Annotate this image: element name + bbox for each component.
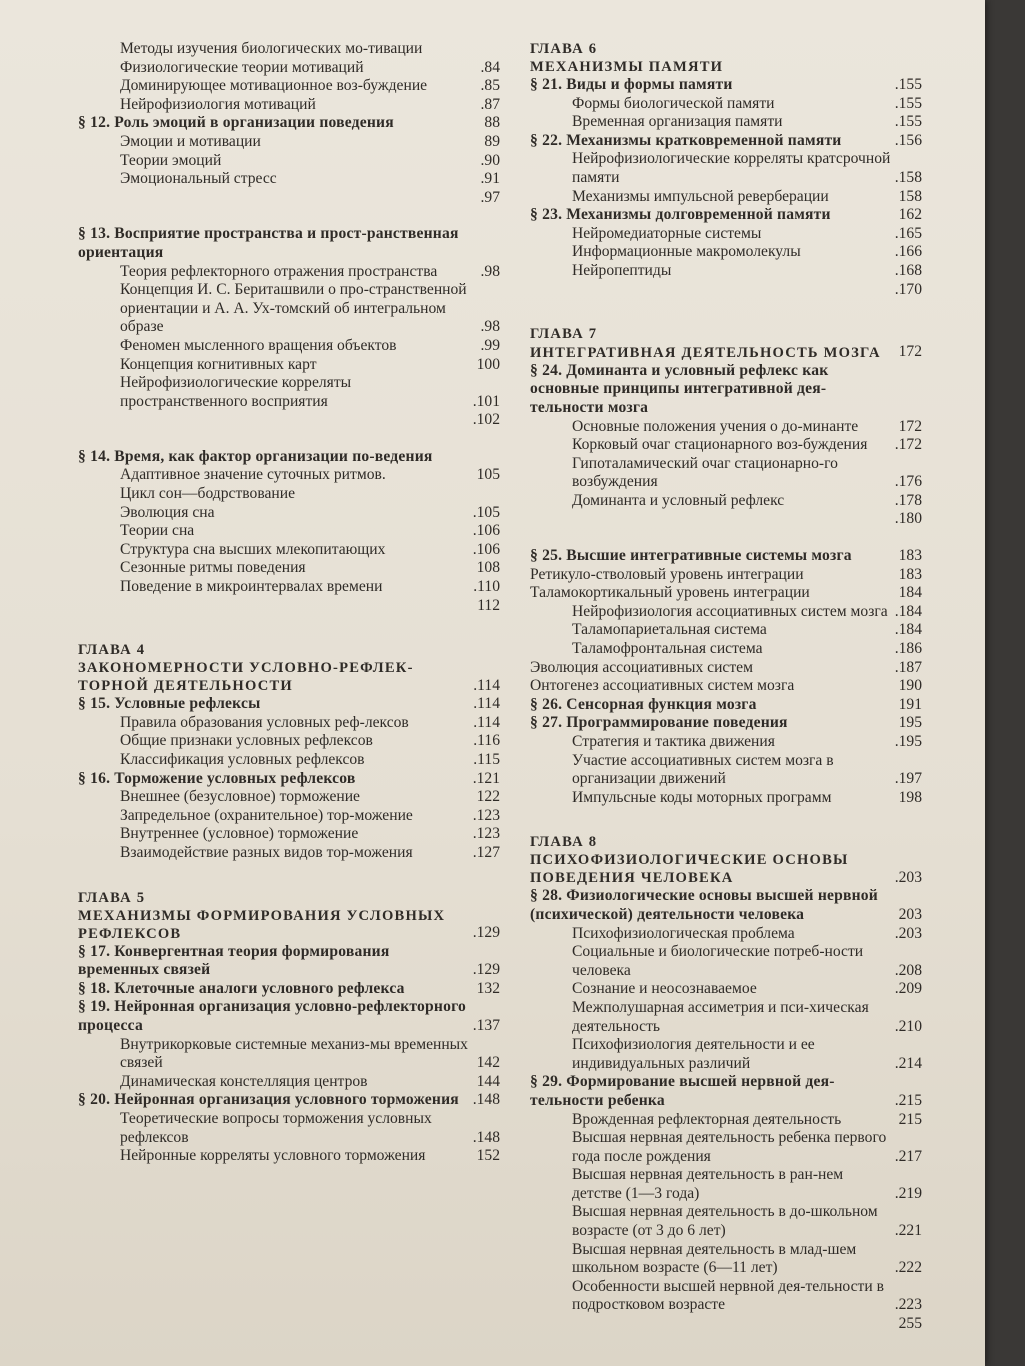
toc-entry-title: Таламофронтальная система [572,640,763,658]
toc-entry [78,356,500,375]
toc-section-entry [78,980,500,999]
toc-page-number: .129 [472,961,500,979]
toc-entry-title: Физиологические теории мотиваций [120,58,364,76]
toc-entry [78,504,500,523]
toc-entry [78,170,500,189]
toc-entry-title: Классификация условных рефлексов [120,751,365,768]
toc-entry-title: Поведение в микроинтервалах времени [120,578,383,596]
toc-page-number: 172 [898,417,922,435]
toc-entry [78,807,500,826]
toc-entry [78,263,500,282]
toc-page-number: .187 [894,658,922,676]
toc-entry [78,559,500,578]
toc-entry-title: Эволюция ассоциативных систем [530,658,753,676]
toc-page-number: .155 [894,113,922,131]
toc-entry-title: § 15. Условные рефлексы [78,695,261,713]
toc-entry-title: Сознание и неосознаваемое [572,980,757,998]
toc-left-column [78,40,500,1166]
toc-entry-title: ГЛАВА 7 [530,326,598,343]
toc-page-number: .98 [480,318,500,336]
toc-section-entry [78,1091,500,1110]
toc-chapter-heading [530,40,922,58]
toc-section-entry [78,114,500,133]
toc-page-number: .172 [894,436,922,454]
toc-section-entry [78,448,500,467]
toc-page-number: .215 [894,1091,922,1109]
toc-entry-title: ИНТЕГРАТИВНАЯ ДЕЯТЕЛЬНОСТЬ МОЗГА [530,344,881,361]
toc-entry-title: § 29. Формирование высшей нервной дея-тельности ребенка [530,1073,835,1109]
toc-page-number: 203 [898,905,922,923]
toc-chapter-heading [78,641,500,659]
toc-entry-title: ГЛАВА 4 [78,642,146,659]
toc-section-entry [530,1073,922,1110]
toc-entry-title: Цикл сон—бодрствование [120,485,296,503]
toc-entry [530,1166,922,1203]
toc-page-number: 191 [898,695,922,713]
toc-section-entry [78,770,500,789]
toc-entry [78,485,500,504]
toc-chapter-heading [530,58,922,76]
toc-section-entry [530,887,922,924]
toc-entry-title: ГЛАВА 6 [530,41,598,57]
toc-page-number: .214 [894,1054,922,1072]
toc-entry-title: § 28. Физиологические основы высшей нервной (психической) деятельности человека [530,887,878,923]
toc-entry [530,659,922,678]
toc-entry-title: Механизмы импульсной реверберации [572,187,829,205]
toc-page-number: 162 [898,206,922,224]
toc-entry [530,621,922,640]
toc-page-number: 183 [898,565,922,583]
toc-entry-title: Психофизиология деятельности и ее индивидуальных различий [572,1036,815,1072]
toc-entry [530,999,922,1036]
toc-entry-title: Взаимодействие разных видов тор-можения [120,843,413,861]
toc-entry [78,825,500,844]
toc-entry [530,980,922,999]
section-spacer [78,430,500,448]
toc-entry [530,677,922,696]
toc-entry [78,466,500,485]
toc-entry [530,566,922,585]
toc-entry [530,281,922,300]
toc-page-number: .156 [894,131,922,149]
toc-chapter-heading [530,833,922,851]
toc-chapter-heading [530,851,922,887]
toc-page-number: .91 [480,170,500,188]
toc-page-number: .129 [472,923,500,941]
toc-entry-title: ГЛАВА 5 [78,889,146,906]
toc-entry-title: Высшая нервная деятельность ребенка первого года после рождения [572,1129,887,1165]
toc-entry-title: Высшая нервная деятельность в млад-шем школьном возрасте (6—11 лет) [572,1240,857,1277]
toc-page-number: .121 [472,769,500,787]
toc-entry-title: Сезонные ритмы поведения [120,559,306,577]
toc-entry [78,96,500,115]
toc-entry-title: МЕХАНИЗМЫ ФОРМИРОВАНИЯ УСЛОВНЫХ РЕФЛЕКСОВ [78,907,446,942]
toc-page-number: 195 [898,714,922,732]
chapter-spacer [78,615,500,641]
toc-section-entry [78,225,500,262]
toc-entry-title: Психофизиологическая проблема [572,924,795,942]
toc-entry-title: Таламопариетальная система [572,621,767,639]
toc-page-number: .84 [480,58,500,76]
toc-entry-title: МЕХАНИЗМЫ ПАМЯТИ [530,59,724,75]
toc-entry [530,418,922,437]
toc-entry [78,1073,500,1092]
toc-entry-title: Особенности высшей нервной дея-тельности в подростковом возрасте [572,1277,884,1314]
toc-page-number: .197 [894,770,922,788]
toc-entry-title: Высшая нервная деятельность в до-школьном возрасте (от 3 до 6 лет) [572,1203,878,1240]
toc-entry [78,714,500,733]
toc-entry-title: Информационные макромолекулы [572,243,801,261]
toc-entry-title: Феномен мысленного вращения объектов [120,336,397,354]
toc-entry [530,584,922,603]
toc-page-number: 184 [898,584,922,602]
toc-page-number: 198 [898,788,922,806]
toc-page-number: .203 [894,924,922,942]
toc-section-entry [530,76,922,95]
toc-entry [530,492,922,511]
toc-page-number: 215 [898,1110,922,1128]
toc-page-number: 112 [477,596,500,614]
toc-entry [530,188,922,207]
toc-page-number: .116 [473,732,500,750]
toc-entry-title: Теории сна [120,522,195,540]
chapter-spacer [78,863,500,889]
toc-chapter-heading [78,907,500,943]
toc-entry [78,77,500,96]
toc-page-number: .217 [894,1147,922,1165]
toc-entry [78,751,500,770]
toc-entry-title: § 22. Механизмы кратковременной памяти [530,131,842,149]
toc-page-number: .210 [894,1017,922,1035]
toc-page-number: .170 [894,280,922,298]
toc-page-number: 108 [476,559,500,577]
toc-page-number: .203 [894,868,922,886]
toc-entry [530,603,922,622]
toc-page-number: .208 [894,961,922,979]
toc-entry [78,578,500,597]
toc-page-number: 122 [476,788,500,806]
toc-entry [530,1241,922,1278]
toc-page-number: 144 [476,1072,500,1090]
toc-entry [78,541,500,560]
toc-page-number: .195 [894,733,922,750]
toc-page-number: .184 [894,621,922,639]
toc-entry [530,95,922,114]
toc-page-number: .85 [480,77,500,95]
toc-entry [530,1036,922,1073]
toc-page-number: .115 [473,751,500,768]
toc-page-number: .209 [894,980,922,998]
toc-entry-title: Социальные и биологические потреб-ности человека [572,943,864,979]
toc-entry [530,1111,922,1130]
toc-page-number: .110 [473,578,500,596]
toc-entry-title: Нейронные корреляты условного торможения [120,1147,426,1165]
toc-page-number: 132 [476,979,500,997]
toc-entry [78,133,500,152]
toc-entry-title: § 19. Нейронная организация условно-рефлекторного процесса [78,998,467,1034]
toc-section-entry [530,206,922,225]
toc-page-number: .221 [894,1222,922,1240]
toc-entry [78,189,500,208]
toc-entry [530,752,922,789]
toc-entry-title: Гипоталамический очаг стационарно-го возбуждения [572,454,838,491]
toc-entry-title: Онтогенез ассоциативных систем мозга [530,677,795,695]
toc-entry [78,152,500,171]
toc-entry-title: Временная организация памяти [572,113,783,131]
toc-entry-title: § 27. Программирование поведения [530,714,788,732]
toc-page-number: .219 [894,1184,922,1202]
toc-entry-title: Корковый очаг стационарного воз-буждения [572,436,868,454]
toc-entry-title: Динамическая констелляция центров [120,1072,368,1090]
toc-page-number: 88 [484,114,500,132]
toc-chapter-heading [530,325,922,343]
toc-entry [530,262,922,281]
toc-entry-title: Адаптивное значение суточных ритмов. [120,466,386,484]
toc-page-number: 152 [476,1147,500,1165]
toc-entry-title: Эволюция сна [120,503,215,521]
toc-page-number: 158 [898,187,922,205]
toc-page-number: .97 [480,188,500,206]
toc-section-entry [78,998,500,1035]
toc-entry [78,597,500,616]
toc-section-entry [530,132,922,151]
toc-entry-title: Врожденная рефлекторная деятельность [572,1110,842,1128]
toc-entry [78,522,500,541]
toc-entry [530,1129,922,1166]
toc-entry-title: Доминанта и условный рефлекс [572,491,785,509]
toc-entry [78,844,500,863]
toc-page-number: .166 [894,243,922,261]
toc-entry-title: Внутреннее (условное) торможение [120,825,359,843]
toc-entry-title: § 17. Конвергентная теория формирования временных связей [78,942,390,979]
toc-page-number: .123 [472,825,500,843]
toc-page-number: 142 [476,1054,500,1072]
toc-entry-title: Запредельное (охранительное) тор-можение [120,806,413,824]
toc-chapter-heading [530,343,922,362]
toc-entry-title: § 25. Высшие интегративные системы мозга [530,547,852,565]
toc-page-number: .114 [473,676,500,694]
toc-entry [78,374,500,411]
toc-entry-title: Методы изучения биологических мо-тивации [120,40,423,57]
toc-entry-title: Нейромедиаторные системы [572,224,762,242]
toc-page-number: .127 [472,843,500,861]
toc-page-number: .148 [472,1128,500,1146]
toc-page-number: .223 [894,1296,922,1314]
toc-page-number: 255 [898,1315,922,1333]
toc-page-number: .99 [480,336,500,354]
toc-entry-title: Нейропептиды [572,261,672,279]
toc-page-number: 172 [898,343,922,361]
toc-entry-title: Нейрофизиология мотиваций [120,95,316,113]
toc-page-number: .155 [894,94,922,112]
toc-entry-title: Высшая нервная деятельность в ран-нем детстве (1—3 года) [572,1166,844,1202]
toc-entry-title: Ретикуло-стволовый уровень интеграции [530,565,804,583]
toc-entry [530,150,922,187]
toc-entry-title: Внешнее (безусловное) торможение [120,788,360,806]
toc-page-number: .87 [480,95,500,113]
toc-entry-title: Доминирующее мотивационное воз-буждение [120,77,428,95]
toc-page-number: .105 [472,503,500,521]
toc-page-number: 105 [476,466,500,484]
toc-page-number: .102 [472,411,500,429]
toc-entry-title: Концепция когнитивных карт [120,355,317,373]
toc-entry [78,337,500,356]
toc-entry [530,436,922,455]
toc-entry [530,113,922,132]
toc-entry-title: Теории эмоций [120,151,222,169]
toc-entry [530,1203,922,1240]
toc-entry-title: Эмоциональный стресс [120,170,277,188]
toc-entry-title: Стратегия и тактика движения [572,733,775,750]
toc-entry-title: Эмоции и мотивации [120,132,261,150]
toc-entry-title: Межполушарная ассиметрия и пси-хическая деятельность [572,998,869,1035]
toc-entry [78,1147,500,1166]
toc-page-number: 89 [484,132,500,150]
toc-entry-title: Нейрофизиология ассоциативных систем мозга [572,602,888,620]
toc-page-number: .222 [894,1259,922,1277]
toc-page-number: .114 [473,713,500,731]
toc-entry [530,1315,922,1334]
toc-entry-title: Формы биологической памяти [572,94,775,112]
toc-page-number: .176 [894,473,922,491]
toc-entry-title: Участие ассоциативных систем мозга в организации движений [572,751,834,788]
toc-entry [78,1036,500,1073]
section-spacer [78,207,500,225]
toc-page-number: 100 [476,355,500,373]
toc-page-number: .106 [472,540,500,558]
toc-entry [530,510,922,529]
toc-entry-title: Теоретические вопросы торможения условных рефлексов [120,1109,432,1146]
toc-entry-title: § 21. Виды и формы памяти [530,76,733,93]
toc-entry-title: § 14. Время, как фактор организации по-ведения [78,447,433,465]
toc-page-number: .168 [894,261,922,279]
toc-section-entry [530,547,922,566]
toc-page-number: .148 [472,1091,500,1109]
toc-entry [78,732,500,751]
toc-page-number: .106 [472,522,500,540]
toc-right-column [530,40,922,1334]
toc-page-number: 190 [898,677,922,695]
toc-section-entry [530,362,922,418]
toc-entry-title: Нейрофизиологические корреляты пространственного восприятия [120,374,352,410]
toc-entry-title: § 24. Доминанта и условный рефлекс как основные принципы интегративной дея-тельности мозга [530,361,829,416]
toc-section-entry [530,714,922,733]
toc-entry [530,1278,922,1315]
toc-entry-title: Основные положения учения о до-минанте [572,417,859,435]
toc-chapter-heading [78,889,500,907]
toc-entry-title: § 26. Сенсорная функция мозга [530,695,757,713]
toc-entry-title: Структура сна высших млекопитающих [120,540,386,558]
toc-page-number: .178 [894,491,922,509]
toc-page-number: .101 [472,392,500,410]
toc-page-number: .184 [894,602,922,620]
toc-entry-title: § 12. Роль эмоций в организации поведения [78,114,394,132]
toc-page-number: .165 [894,224,922,242]
toc-entry-title: ЗАКОНОМЕРНОСТИ УСЛОВНО-РЕФЛЕК-ТОРНОЙ ДЕЯТЕЛЬНОСТИ [78,660,414,695]
toc-entry-title: ГЛАВА 8 [530,834,598,851]
toc-page-number: .180 [894,510,922,528]
toc-page-number: .114 [473,695,500,713]
toc-entry [78,1110,500,1147]
toc-entry-title: Импульсные коды моторных программ [572,788,832,806]
section-spacer [530,529,922,547]
toc-page-number: .137 [472,1016,500,1034]
toc-page-number: 183 [898,547,922,565]
toc-entry [78,411,500,430]
toc-section-entry [530,696,922,715]
toc-page-number: .186 [894,640,922,658]
toc-entry [530,640,922,659]
toc-entry [530,455,922,492]
toc-entry-title: Нейрофизиологические корреляты кратсрочной памяти [572,150,891,186]
toc-page-number: .90 [480,151,500,169]
toc-entry [530,733,922,752]
toc-entry-title: § 23. Механизмы долговременной памяти [530,206,831,224]
toc-entry-title: Концепция И. С. Бериташвили о про-странственной ориентации и А. А. Ух-томский об интегральном образе [120,281,467,336]
toc-entry-title: § 20. Нейронная организация условного торможения [78,1091,459,1109]
chapter-spacer [530,807,922,833]
toc-entry [530,789,922,808]
toc-entry [530,225,922,244]
toc-entry [530,925,922,944]
chapter-spacer [530,299,922,325]
toc-entry [78,281,500,337]
toc-entry-title: § 13. Восприятие пространства и прост-ранственная ориентация [78,225,459,261]
toc-page-number: .155 [894,76,922,93]
toc-page-number: .123 [472,806,500,824]
toc-entry-title: § 18. Клеточные аналоги условного рефлекса [78,979,405,997]
toc-entry [78,59,500,78]
toc-entry [530,243,922,262]
toc-chapter-heading [78,659,500,695]
toc-page-number: .158 [894,168,922,186]
toc-entry [78,788,500,807]
toc-section-entry [78,943,500,980]
toc-entry-title: Таламокортикальный уровень интеграции [530,584,810,602]
toc-entry-title: ПСИХОФИЗИОЛОГИЧЕСКИЕ ОСНОВЫ ПОВЕДЕНИЯ ЧЕЛОВЕКА [530,852,849,887]
toc-section-entry [78,695,500,714]
toc-page-number: .98 [480,262,500,280]
toc-entry-title: § 16. Торможение условных рефлексов [78,769,356,787]
toc-entry-title: Теория рефлекторного отражения пространства [120,262,438,280]
toc-entry-title: Внутрикорковые системные механиз-мы временных связей [120,1035,468,1072]
toc-entry-title: Общие признаки условных рефлексов [120,732,373,750]
toc-entry-title: Правила образования условных реф-лексов [120,713,409,731]
toc-entry [78,40,500,59]
toc-entry [530,943,922,980]
